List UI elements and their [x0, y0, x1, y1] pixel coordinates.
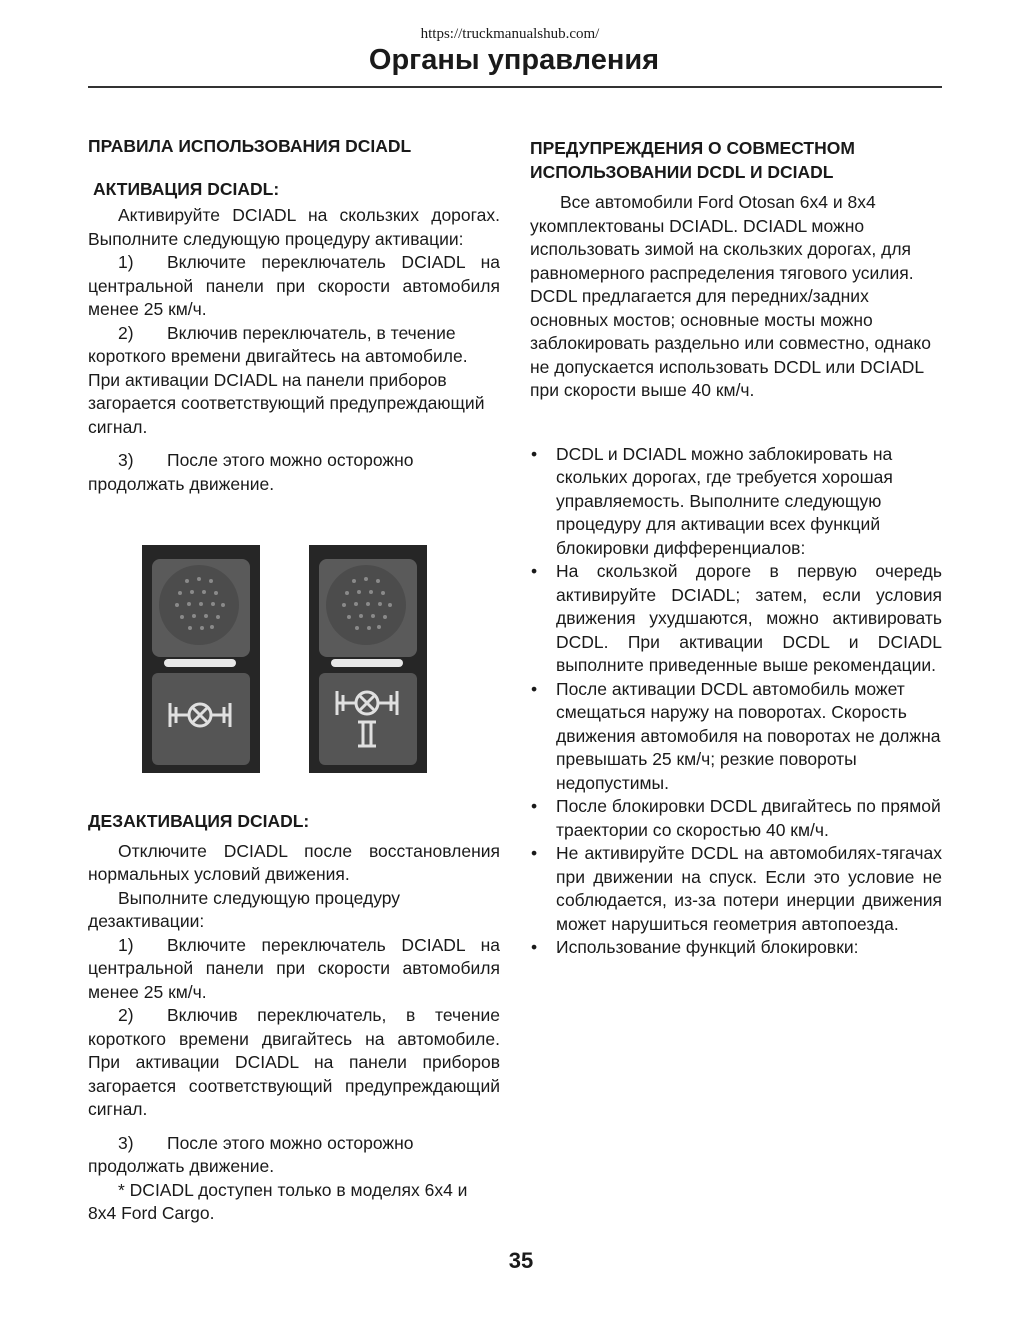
step-number: 2): [118, 322, 134, 343]
list-item: • После активации DCDL автомобиль может смещаться наружу на поворотах. Скорость движения автомобиля на поворотах не должна превышать 25 км/ч; резкие повороты недопустимы.: [530, 678, 942, 796]
warnings-list: [530, 443, 942, 960]
step-number: 3): [118, 450, 134, 470]
deactivation-step-text: Включив переключатель, в течение короткого времени двигайтесь на автомобиле. При активации DCIADL на панели приборов загорается соответствующий предупреждающий сигнал.: [88, 1005, 500, 1119]
deactivation-intro: Отключите DCIADL после восстановления нормальных условий движения.: [88, 840, 500, 884]
activation-step-text: После этого можно осторожно продолжать движение.: [88, 450, 414, 494]
deactivation-step-text: После этого можно осторожно продолжать движение.: [88, 1132, 414, 1176]
deactivation-step-text: Включите переключатель DCIADL на центральной панели при скорости автомобиля менее 25 км/ч.: [88, 934, 500, 1002]
list-item: • На скользкой дороге в первую очередь активируйте DCIADL; затем, если условия движения ухудшаются, можно активировать DCDL. При активации DCDL и DCIADL выполните приведенные выше рекомендации.: [530, 560, 942, 678]
page-number: 35: [508, 1248, 534, 1273]
left-column-bottom: [88, 810, 500, 1226]
dciadl-switch-left: [142, 545, 260, 773]
switch-photos: [142, 545, 427, 775]
step-number: 2): [118, 1005, 134, 1025]
activation-heading: АКТИВАЦИЯ DCIADL:: [93, 178, 280, 199]
deactivation-heading: ДЕЗАКТИВАЦИЯ DCIADL:: [88, 811, 310, 831]
list-item: • Использование функций блокировки:: [530, 936, 942, 960]
page-title: Органы управления: [368, 44, 660, 76]
list-item: • Не активируйте DCDL на автомобилях-тягачах при движении на спуск. Если это условие не соблюдается, из-за потери инерции движения может нарушиться геометрия автопоезда.: [530, 842, 942, 936]
section-heading-rules: ПРАВИЛА ИСПОЛЬЗОВАНИЯ DCIADL: [88, 136, 412, 156]
step-number: 1): [118, 252, 134, 272]
header-rule: [88, 86, 942, 88]
section-heading-warnings: ПРЕДУПРЕЖДЕНИЯ О СОВМЕСТНОМ ИСПОЛЬЗОВАНИИ DCDL И DCIADL: [530, 138, 855, 182]
dciadl-switch-right: [309, 545, 427, 773]
activation-step-text: Включите переключатель DCIADL на центральной панели при скорости автомобиля менее 25 км/ч.: [88, 252, 500, 319]
warnings-paragraph: Все автомобили Ford Otosan 6x4 и 8x4 укомплектованы DCIADL. DCIADL можно использовать зимой на скользких дорогах, для равномерного распределения тягового усилия. DCDL предлагается для передних/задних основных мостов; основные мосты можно заблокировать раздельно или совместно, однако не допускается использовать DCDL или DCIADL при скорости выше 40 км/ч.: [530, 192, 931, 400]
deactivation-intro: Выполните следующую процедуру дезактивации:: [88, 887, 401, 931]
source-url[interactable]: https://truckmanualshub.com/: [420, 26, 600, 42]
availability-note: * DCIADL доступен только в моделях 6x4 и 8x4 Ford Cargo.: [88, 1179, 468, 1223]
step-number: 3): [118, 1132, 134, 1153]
step-number: 1): [118, 934, 134, 955]
activation-intro: Активируйте DCIADL на скользких дорогах. Выполните следующую процедуру активации:: [88, 205, 500, 249]
list-item: • После блокировки DCDL двигайтесь по прямой траектории со скоростью 40 км/ч.: [530, 795, 942, 842]
left-column-top: [88, 135, 500, 496]
list-item: • DCDL и DCIADL можно заблокировать на скольких дорогах, где требуется хорошая управляемость. Выполните следующую процедуру для активации всех функций блокировки дифференциалов:: [530, 443, 942, 561]
activation-step-text: Включив переключатель, в течение короткого времени двигайтесь на автомобиле. При активации DCIADL на панели приборов загорается соответствующий предупреждающий сигнал.: [88, 322, 485, 437]
right-column: [530, 137, 942, 960]
